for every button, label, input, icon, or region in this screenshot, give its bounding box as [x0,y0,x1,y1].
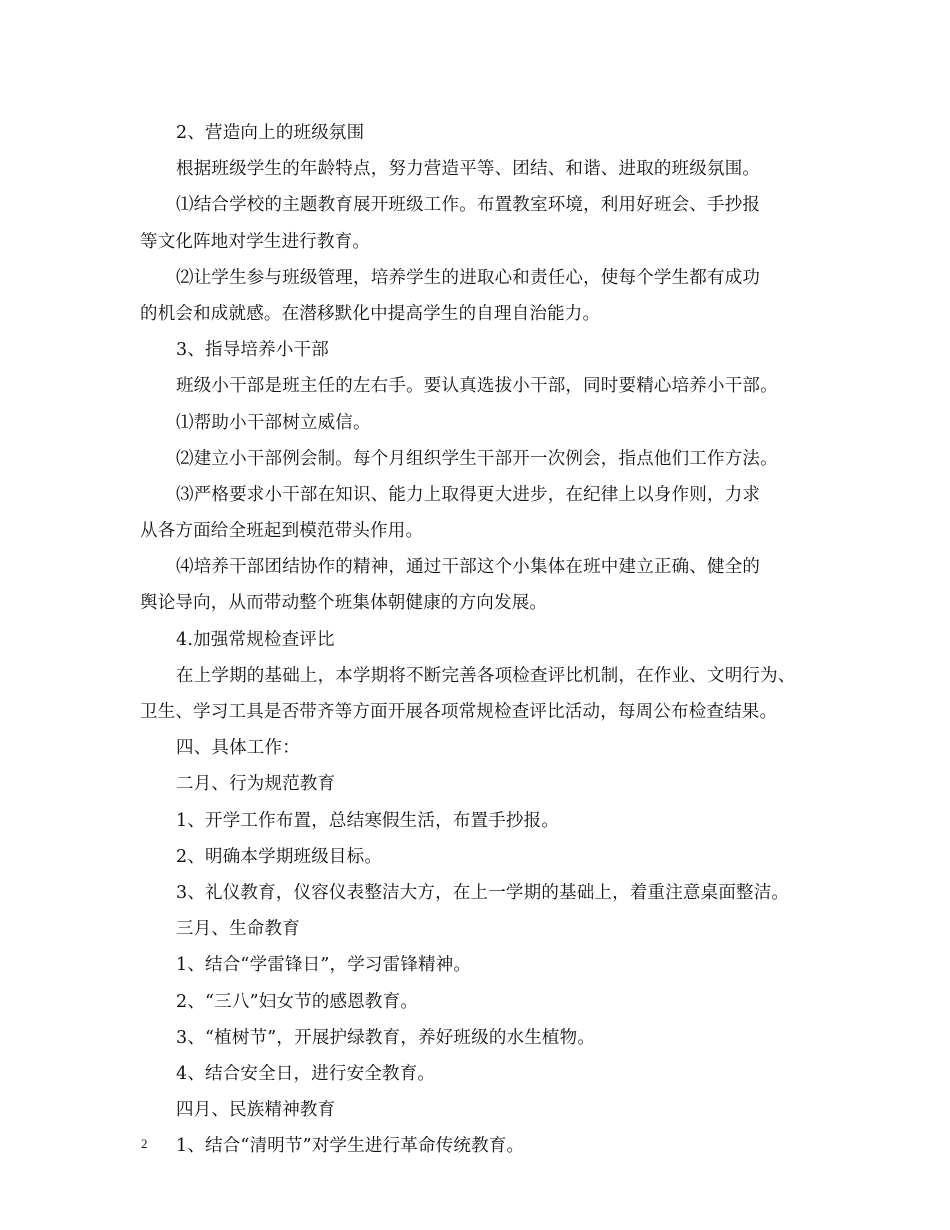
text-line: 2、明确本学期班级目标。 [176,846,383,867]
text-line: 四月、民族精神教育 [176,1100,336,1121]
text-line: 在上学期的基础上，本学期将不断完善各项检查评比机制，在作业、文明行为、 [176,665,796,686]
text-line: ⑵建立小干部例会制。每个月组织学生干部开一次例会，指点他们工作方法。 [176,448,778,469]
text-line: ⑴结合学校的主题教育展开班级工作。布置教室环境，利用好班会、手抄报 [176,195,761,216]
text-line: 的机会和成就感。在潜移默化中提高学生的自理自治能力。 [140,303,601,324]
text-line: 二月、行为规范教育 [176,774,336,795]
text-line: 2、“三八”妇女节的感恩教育。 [176,991,419,1012]
text-line: 1、开学工作布置，总结寒假生活，布置手抄报。 [176,810,560,831]
text-line: 三月、生命教育 [176,919,300,940]
text-line: 3、指导培养小干部 [176,340,329,361]
text-line: ⑴帮助小干部树立威信。 [176,412,371,433]
text-line: 3、“植树节”，开展护绿教育，养好班级的水生植物。 [176,1027,596,1048]
text-line: 4.加强常规检查评比 [176,629,335,650]
text-line: ⑷培养干部团结协作的精神，通过干部这个小集体在班中建立正确、健全的 [176,557,761,578]
text-line: 班级小干部是班主任的左右手。要认真选拔小干部，同时要精心培养小干部。 [176,376,778,397]
text-line: 4、结合安全日，进行安全教育。 [176,1063,436,1084]
document-body [140,115,830,1164]
text-line: 1、结合“学雷锋日”，学习雷锋精神。 [176,955,472,976]
text-line: 卫生、学习工具是否带齐等方面开展各项常规检查评比活动，每周公布检查结果。 [140,702,778,722]
text-line: 从各方面给全班起到模范带头作用。 [140,521,424,542]
text-line: 3、礼仪教育，仪容仪表整洁大方，在上一学期的基础上，着重注意桌面整洁。 [176,882,790,903]
text-line: 舆论导向，从而带动整个班集体朝健康的方向发展。 [140,593,548,614]
text-line: 1、结合“清明节”对学生进行革命传统教育。 [176,1136,525,1157]
text-line: ⑶严格要求小干部在知识、能力上取得更大进步，在纪律上以身作则，力求 [176,484,761,505]
text-line: 2、营造向上的班级氛围 [176,123,365,143]
text-line: 等文化阵地对学生进行教育。 [140,231,371,252]
text-line: ⑵让学生参与班级管理，培养学生的进取心和责任心，使每个学生都有成功 [176,267,761,288]
text-line: 四、具体工作： [176,738,300,759]
page-number: 2 [141,1136,148,1151]
text-line: 根据班级学生的年龄特点，努力营造平等、团结、和谐、进取的班级氛围。 [176,159,761,180]
